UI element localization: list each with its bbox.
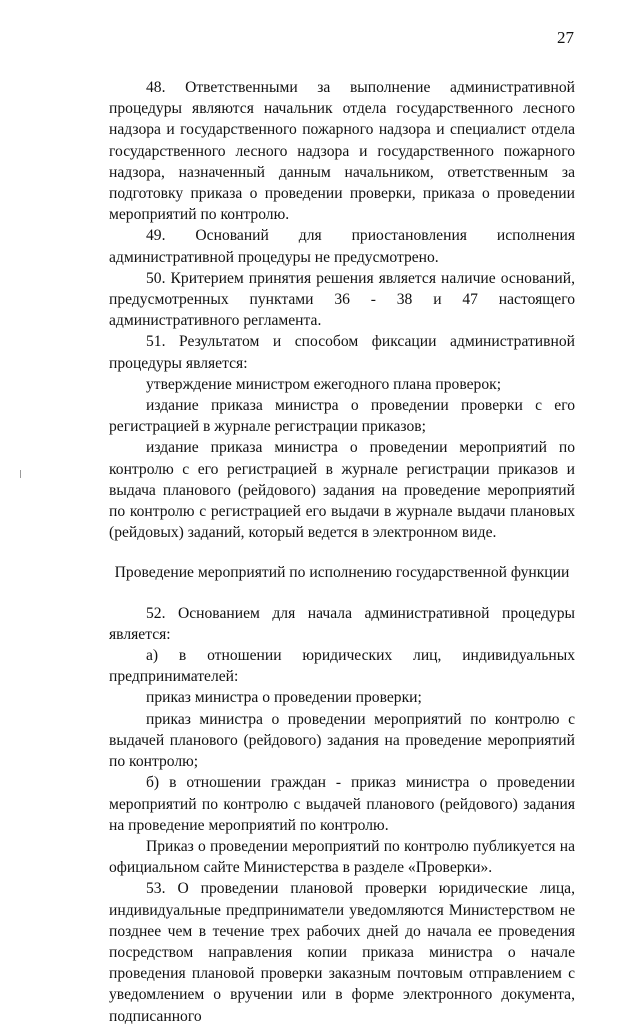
paragraph-53: 53. О проведении плановой проверки юридические лица, индивидуальные предприниматели уведомляются Министерством не позднее чем в течение трех рабочих дней до начала ее проведения посредством направления копии приказа министра о начале проведения плановой проверки заказным почтовым отправлением с уведомлением о вручении или в форме электронного документа, подписанного (109, 880, 575, 1025)
section-heading: Проведение мероприятий по исполнению государственной функции (114, 564, 570, 582)
paragraph-52-b: б) в отношении граждан - приказ министра о проведении мероприятий по контролю с выдачей планового (рейдового) задания на проведение мероприятий по контролю. (109, 774, 575, 834)
spacer (109, 584, 575, 603)
document-body (109, 77, 575, 1027)
paragraph-52-a-item-2: приказ министра о проведении мероприятий по контролю с выдачей планового (рейдового) задания на проведение мероприятий по контролю; (109, 710, 575, 771)
paragraph-51-item-1: утверждение министром ежегодного плана проверок; (146, 375, 502, 393)
spacer (109, 543, 575, 562)
page-number: 27 (557, 28, 574, 47)
paragraph-51-item-2: издание приказа министра о проведении проверки с его регистрацией в журнале регистрации приказов; (109, 397, 575, 436)
paragraph-51: 51. Результатом и способом фиксации административной процедуры является: (109, 333, 575, 372)
paragraph-51-item-3: издание приказа министра о проведении мероприятий по контролю с его регистрацией в журнале регистрации приказов и выдача планового (рейдового) задания на проведение мероприятий по контролю с регистрацией его выдачи в журнале выдачи плановых (рейдовых) заданий, который ведется в электронном виде. (109, 439, 575, 542)
paragraph-52-note: Приказ о проведении мероприятий по контролю публикуется на официальном сайте Министерства в разделе «Проверки». (109, 837, 575, 877)
paragraph-52-a-item-1: приказ министра о проведении проверки; (146, 689, 422, 707)
margin-mark (20, 470, 21, 478)
paragraph-50: 50. Критерием принятия решения является наличие оснований, предусмотренных пунктами 36 - 38 и 47 настоящего административного регламента. (109, 269, 575, 330)
paragraph-48: 48. Ответственными за выполнение административной процедуры являются начальник отдела государственного лесного надзора и государственного пожарного надзора и специалист отдела государственного лесного надзора и государственного пожарного надзора, назначенный данным начальником, ответственным за подготовку приказа о проведении проверки, приказа о проведении мероприятий по контролю. (109, 79, 575, 224)
paragraph-52-a: а) в отношении юридических лиц, индивидуальных предпринимателей: (109, 647, 575, 686)
paragraph-49: 49. Оснований для приостановления исполнения административной процедуры не предусмотрено. (109, 227, 575, 266)
paragraph-52: 52. Основанием для начала административной процедуры является: (109, 604, 575, 643)
